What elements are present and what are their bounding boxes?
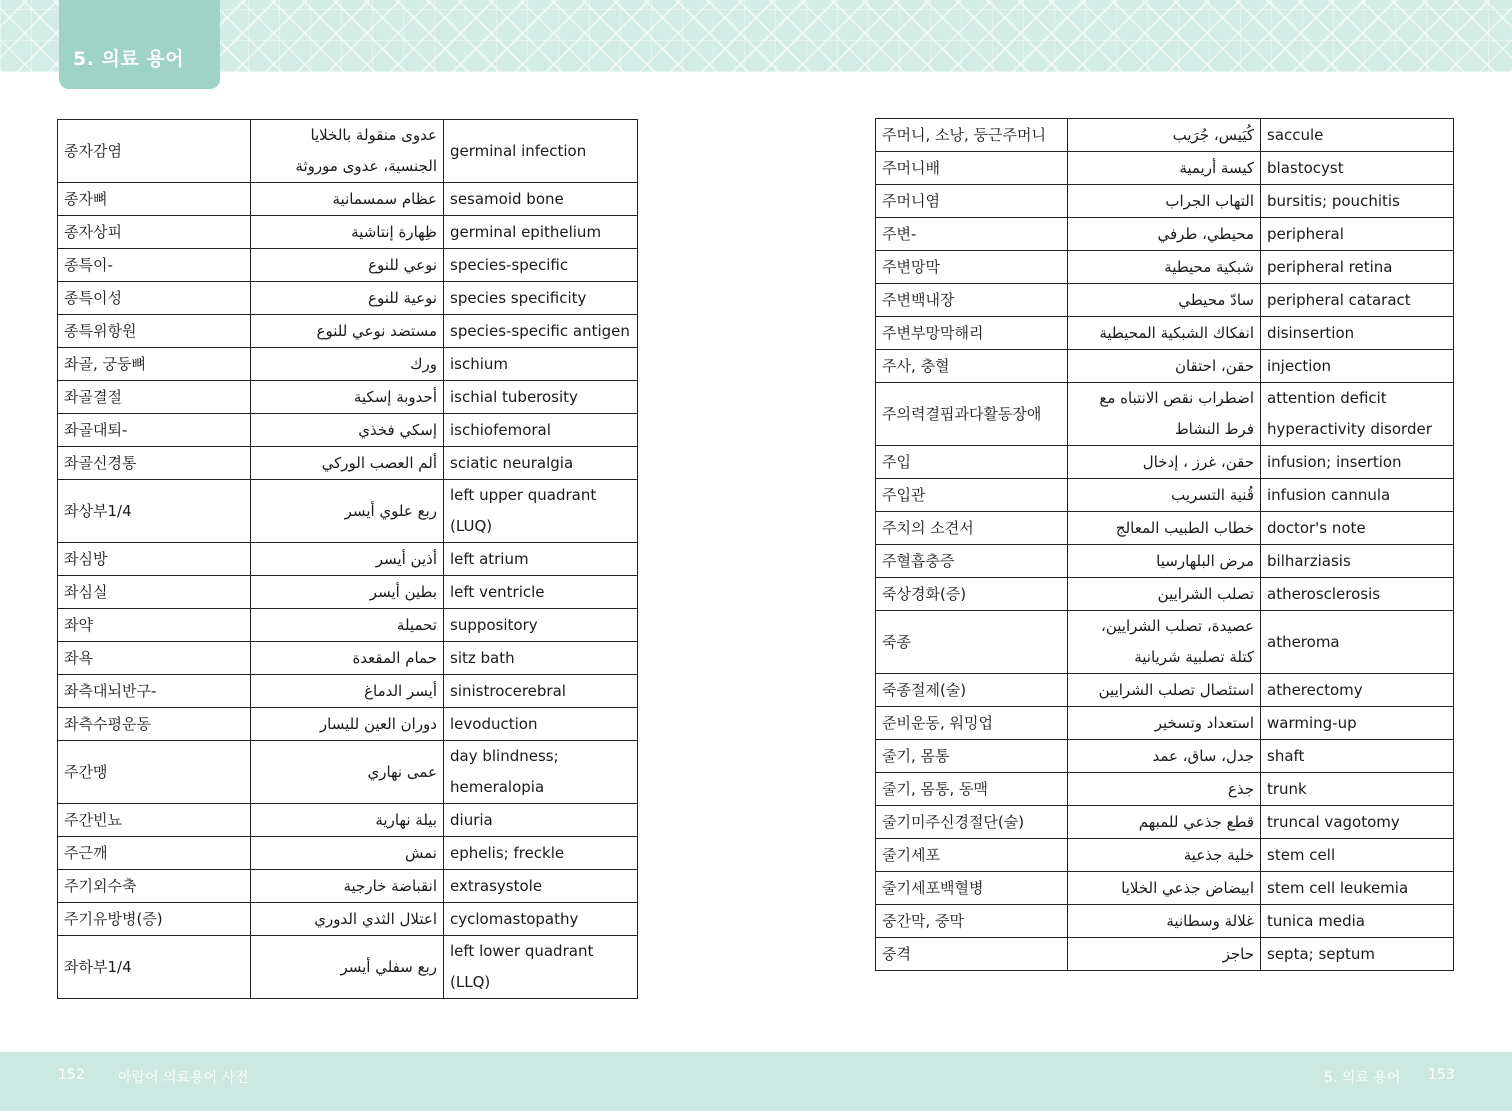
- english-term-cell: blastocyst: [1261, 152, 1454, 185]
- english-term-cell: tunica media: [1261, 905, 1454, 938]
- table-row: [876, 479, 1454, 512]
- korean-term-cell: 주머니염: [876, 185, 1068, 218]
- korean-term-cell: 좌골신경통: [58, 447, 251, 480]
- english-term-cell: bilharziasis: [1261, 545, 1454, 578]
- arabic-term-cell: تصلب الشرايين: [1068, 578, 1261, 611]
- english-term-cell: stem cell: [1261, 839, 1454, 872]
- arabic-term-cell: بطين أيسر: [251, 576, 444, 609]
- english-term-cell: ischium: [444, 348, 638, 381]
- table-row: [876, 905, 1454, 938]
- korean-term-cell: 중격: [876, 938, 1068, 971]
- english-term-cell: doctor's note: [1261, 512, 1454, 545]
- table-row: [58, 183, 638, 216]
- english-term-cell: extrasystole: [444, 870, 638, 903]
- table-row: [58, 642, 638, 675]
- arabic-term-cell: أحدوبة إسكية: [251, 381, 444, 414]
- table-row: [58, 936, 638, 999]
- korean-term-cell: 주간맹: [58, 741, 251, 804]
- english-term-cell: sinistrocerebral: [444, 675, 638, 708]
- arabic-term-cell: مرض البلهارسيا: [1068, 545, 1261, 578]
- english-term-cell: ischiofemoral: [444, 414, 638, 447]
- english-term-cell: injection: [1261, 350, 1454, 383]
- arabic-term-cell: ورك: [251, 348, 444, 381]
- korean-term-cell: 좌골대퇴-: [58, 414, 251, 447]
- english-term-cell: ischial tuberosity: [444, 381, 638, 414]
- arabic-term-cell: ألم العصب الوركي: [251, 447, 444, 480]
- arabic-term-cell: سادّ محيطي: [1068, 284, 1261, 317]
- table-row: [58, 216, 638, 249]
- english-term-cell: infusion cannula: [1261, 479, 1454, 512]
- arabic-term-cell: دوران العين لليسار: [251, 708, 444, 741]
- korean-term-cell: 좌약: [58, 609, 251, 642]
- english-term-cell: stem cell leukemia: [1261, 872, 1454, 905]
- korean-term-cell: 주머니배: [876, 152, 1068, 185]
- table-row: [876, 185, 1454, 218]
- korean-term-cell: 좌골결절: [58, 381, 251, 414]
- arabic-term-cell: تحميلة: [251, 609, 444, 642]
- table-row: [58, 837, 638, 870]
- korean-term-cell: 줄기, 몸통: [876, 740, 1068, 773]
- book-title: 아랍어 의료용어 사전: [118, 1070, 249, 1086]
- page-footer: [0, 1052, 1512, 1111]
- table-row: [58, 543, 638, 576]
- right-glossary-table: [875, 118, 1454, 971]
- korean-term-cell: 주변부망막해리: [876, 317, 1068, 350]
- arabic-term-cell: انفكاك الشبكية المحيطية: [1068, 317, 1261, 350]
- korean-term-cell: 주간빈뇨: [58, 804, 251, 837]
- english-term-cell: peripheral cataract: [1261, 284, 1454, 317]
- english-term-cell: trunk: [1261, 773, 1454, 806]
- english-term-cell: sciatic neuralgia: [444, 447, 638, 480]
- english-term-cell: atherosclerosis: [1261, 578, 1454, 611]
- arabic-term-cell: جذع: [1068, 773, 1261, 806]
- korean-term-cell: 종특이-: [58, 249, 251, 282]
- table-row: [58, 447, 638, 480]
- korean-term-cell: 줄기세포백혈병: [876, 872, 1068, 905]
- english-term-cell: shaft: [1261, 740, 1454, 773]
- table-row: [58, 675, 638, 708]
- table-row: [876, 578, 1454, 611]
- arabic-term-cell: أذين أيسر: [251, 543, 444, 576]
- table-row: [876, 740, 1454, 773]
- korean-term-cell: 종자뼈: [58, 183, 251, 216]
- english-term-cell: germinal infection: [444, 120, 638, 183]
- english-term-cell: disinsertion: [1261, 317, 1454, 350]
- table-row: [876, 218, 1454, 251]
- arabic-term-cell: نوعي للنوع: [251, 249, 444, 282]
- english-term-cell: suppository: [444, 609, 638, 642]
- arabic-term-cell: ربع سفلي أيسر: [251, 936, 444, 999]
- arabic-term-cell: كيسة أريمية: [1068, 152, 1261, 185]
- arabic-term-cell: ابيضاض جذعي الخلايا: [1068, 872, 1261, 905]
- table-row: [58, 576, 638, 609]
- english-term-cell: levoduction: [444, 708, 638, 741]
- english-term-cell: warming-up: [1261, 707, 1454, 740]
- arabic-term-cell: استئصال تصلب الشرايين: [1068, 674, 1261, 707]
- table-row: [876, 545, 1454, 578]
- chapter-tab: 5. 의료 용어: [59, 0, 220, 89]
- table-row: [876, 350, 1454, 383]
- arabic-term-cell: عظام سمسمانية: [251, 183, 444, 216]
- korean-term-cell: 좌심실: [58, 576, 251, 609]
- arabic-term-cell: استعداد وتسخير: [1068, 707, 1261, 740]
- korean-term-cell: 죽상경화(증): [876, 578, 1068, 611]
- korean-term-cell: 종특위항원: [58, 315, 251, 348]
- english-term-cell: atheroma: [1261, 611, 1454, 674]
- korean-term-cell: 주변망막: [876, 251, 1068, 284]
- english-term-cell: infusion; insertion: [1261, 446, 1454, 479]
- arabic-term-cell: ربع علوي أيسر: [251, 480, 444, 543]
- table-row: [58, 609, 638, 642]
- arabic-term-cell: حمام المقعدة: [251, 642, 444, 675]
- table-row: [876, 839, 1454, 872]
- table-row: [58, 381, 638, 414]
- korean-term-cell: 준비운동, 워밍업: [876, 707, 1068, 740]
- korean-term-cell: 주근깨: [58, 837, 251, 870]
- arabic-term-cell: التهاب الجراب: [1068, 185, 1261, 218]
- korean-term-cell: 중간막, 중막: [876, 905, 1068, 938]
- english-term-cell: cyclomastopathy: [444, 903, 638, 936]
- arabic-term-cell: أيسر الدماغ: [251, 675, 444, 708]
- korean-term-cell: 줄기세포: [876, 839, 1068, 872]
- english-term-cell: left ventricle: [444, 576, 638, 609]
- english-term-cell: diuria: [444, 804, 638, 837]
- arabic-term-cell: خطاب الطبيب المعالج: [1068, 512, 1261, 545]
- korean-term-cell: 좌심방: [58, 543, 251, 576]
- english-term-cell: species-specific: [444, 249, 638, 282]
- table-row: [876, 119, 1454, 152]
- table-row: [876, 446, 1454, 479]
- korean-term-cell: 종특이성: [58, 282, 251, 315]
- english-term-cell: atherectomy: [1261, 674, 1454, 707]
- english-term-cell: left atrium: [444, 543, 638, 576]
- korean-term-cell: 주혈흡충증: [876, 545, 1068, 578]
- korean-term-cell: 종자상피: [58, 216, 251, 249]
- table-row: [876, 152, 1454, 185]
- english-term-cell: attention deficit hyperactivity disorder: [1261, 383, 1454, 446]
- english-term-cell: day blindness; hemeralopia: [444, 741, 638, 804]
- english-term-cell: germinal epithelium: [444, 216, 638, 249]
- english-term-cell: bursitis; pouchitis: [1261, 185, 1454, 218]
- korean-term-cell: 주변-: [876, 218, 1068, 251]
- right-page-number: 153: [1428, 1067, 1455, 1083]
- arabic-term-cell: محيطي، طرفي: [1068, 218, 1261, 251]
- table-row: [58, 315, 638, 348]
- table-row: [876, 284, 1454, 317]
- arabic-term-cell: كُيَيس، جُرَيب: [1068, 119, 1261, 152]
- korean-term-cell: 주치의 소견서: [876, 512, 1068, 545]
- arabic-term-cell: ظِهارة إنتاشية: [251, 216, 444, 249]
- english-term-cell: ephelis; freckle: [444, 837, 638, 870]
- korean-term-cell: 주변백내장: [876, 284, 1068, 317]
- arabic-term-cell: بيلة نهارية: [251, 804, 444, 837]
- arabic-term-cell: حقن، غرز ، إدخال: [1068, 446, 1261, 479]
- english-term-cell: saccule: [1261, 119, 1454, 152]
- table-row: [58, 708, 638, 741]
- arabic-term-cell: إسكي فخذي: [251, 414, 444, 447]
- arabic-term-cell: خلية جذعية: [1068, 839, 1261, 872]
- korean-term-cell: 주사, 충혈: [876, 350, 1068, 383]
- korean-term-cell: 주기유방병(증): [58, 903, 251, 936]
- korean-term-cell: 좌하부1/4: [58, 936, 251, 999]
- korean-term-cell: 좌상부1/4: [58, 480, 251, 543]
- table-row: [58, 414, 638, 447]
- korean-term-cell: 주의력결핍과다활동장애: [876, 383, 1068, 446]
- arabic-term-cell: نمش: [251, 837, 444, 870]
- table-row: [58, 903, 638, 936]
- korean-term-cell: 좌골, 궁둥뼈: [58, 348, 251, 381]
- table-row: [58, 870, 638, 903]
- korean-term-cell: 주기외수축: [58, 870, 251, 903]
- arabic-term-cell: عدوى منقولة بالخلايا الجنسية، عدوى موروثة: [251, 120, 444, 183]
- arabic-term-cell: جدل، ساق، عمد: [1068, 740, 1261, 773]
- english-term-cell: peripheral: [1261, 218, 1454, 251]
- table-row: [58, 348, 638, 381]
- korean-term-cell: 죽종절제(술): [876, 674, 1068, 707]
- arabic-term-cell: اعتلال الثدي الدوري: [251, 903, 444, 936]
- english-term-cell: left upper quadrant (LUQ): [444, 480, 638, 543]
- korean-term-cell: 좌측수평운동: [58, 708, 251, 741]
- korean-term-cell: 줄기미주신경절단(술): [876, 806, 1068, 839]
- korean-term-cell: 주머니, 소낭, 둥근주머니: [876, 119, 1068, 152]
- table-row: [876, 872, 1454, 905]
- arabic-term-cell: اضطراب نقص الانتباه مع فرط النشاط: [1068, 383, 1261, 446]
- english-term-cell: septa; septum: [1261, 938, 1454, 971]
- english-term-cell: left lower quadrant (LLQ): [444, 936, 638, 999]
- arabic-term-cell: غلالة وسطانية: [1068, 905, 1261, 938]
- arabic-term-cell: عصيدة، تصلب الشرايين، كتلة تصلبية شريانية: [1068, 611, 1261, 674]
- table-row: [876, 674, 1454, 707]
- arabic-term-cell: عمى نهاري: [251, 741, 444, 804]
- korean-term-cell: 좌욕: [58, 642, 251, 675]
- korean-term-cell: 주입: [876, 446, 1068, 479]
- table-row: [876, 611, 1454, 674]
- table-row: [58, 120, 638, 183]
- table-row: [876, 317, 1454, 350]
- table-row: [58, 480, 638, 543]
- arabic-term-cell: مستضد نوعي للنوع: [251, 315, 444, 348]
- korean-term-cell: 좌측대뇌반구-: [58, 675, 251, 708]
- table-row: [876, 707, 1454, 740]
- left-glossary-table: [57, 119, 638, 999]
- korean-term-cell: 줄기, 몸통, 동맥: [876, 773, 1068, 806]
- english-term-cell: sesamoid bone: [444, 183, 638, 216]
- english-term-cell: truncal vagotomy: [1261, 806, 1454, 839]
- chapter-name: 5. 의료 용어: [1324, 1070, 1401, 1086]
- english-term-cell: sitz bath: [444, 642, 638, 675]
- table-row: [58, 804, 638, 837]
- korean-term-cell: 종자감염: [58, 120, 251, 183]
- table-row: [876, 938, 1454, 971]
- header-pattern-band: [0, 0, 1512, 72]
- table-row: [58, 741, 638, 804]
- arabic-term-cell: حاجز: [1068, 938, 1261, 971]
- arabic-term-cell: نوعية للنوع: [251, 282, 444, 315]
- table-row: [58, 249, 638, 282]
- table-row: [876, 773, 1454, 806]
- table-row: [58, 282, 638, 315]
- arabic-term-cell: حقن، احتقان: [1068, 350, 1261, 383]
- korean-term-cell: 죽종: [876, 611, 1068, 674]
- arabic-term-cell: قُنية التسريب: [1068, 479, 1261, 512]
- table-row: [876, 806, 1454, 839]
- arabic-term-cell: انقباضة خارجية: [251, 870, 444, 903]
- table-row: [876, 251, 1454, 284]
- korean-term-cell: 주입관: [876, 479, 1068, 512]
- table-row: [876, 512, 1454, 545]
- arabic-term-cell: قطع جذعي للمبهم: [1068, 806, 1261, 839]
- english-term-cell: species specificity: [444, 282, 638, 315]
- english-term-cell: peripheral retina: [1261, 251, 1454, 284]
- left-page-number: 152: [58, 1067, 85, 1083]
- table-row: [876, 383, 1454, 446]
- english-term-cell: species-specific antigen: [444, 315, 638, 348]
- arabic-term-cell: شبكية محيطية: [1068, 251, 1261, 284]
